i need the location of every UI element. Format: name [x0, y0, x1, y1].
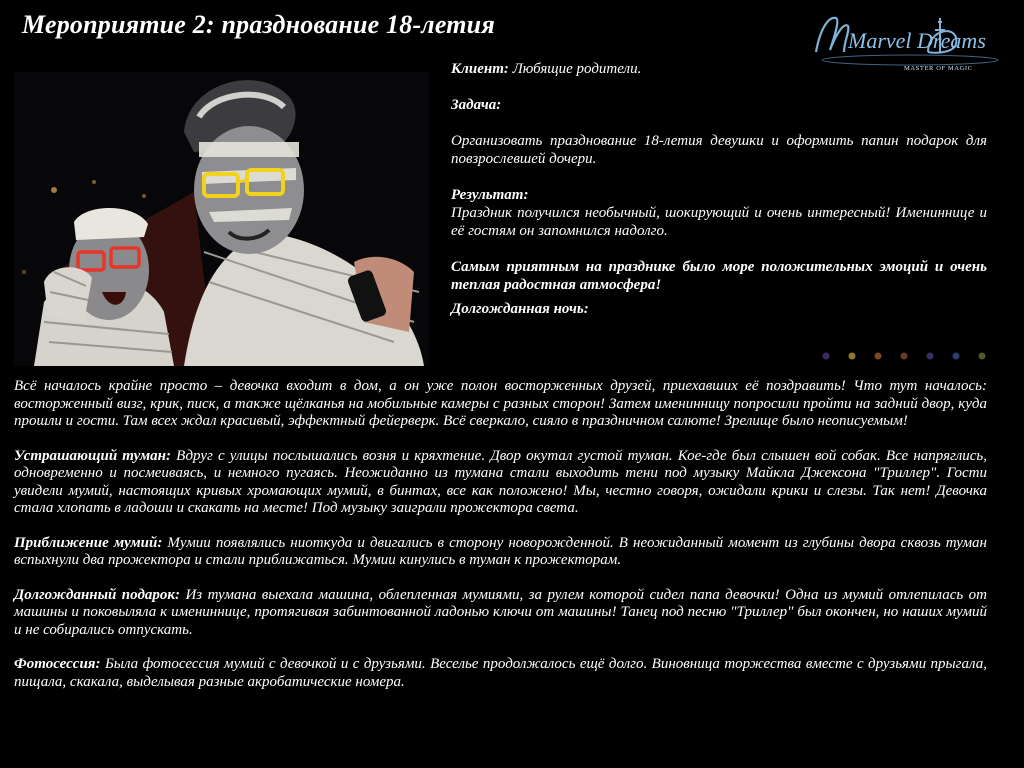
- result-label: Результат:: [451, 187, 529, 203]
- photosession-label: Фотосессия:: [14, 656, 101, 672]
- fog-label: Устрашающий туман:: [14, 447, 171, 464]
- night-label: Долгожданная ночь:: [451, 301, 589, 317]
- party-photo-mummies: [14, 72, 429, 366]
- decorative-dots: [820, 350, 990, 362]
- event-story: [14, 378, 987, 708]
- story-photo: [14, 656, 987, 691]
- client-label: Клиент:: [451, 61, 509, 77]
- event-info-panel: [451, 60, 987, 318]
- task-text: Организовать празднование 18-летия девушки и оформить папин подарок для повзрослевшей дочери.: [451, 133, 987, 167]
- approach-text: Мумии появлялись ниоткуда и двигались в сторону новорожденной. В неожиданный момент из глубины двора сквозь туман вспыхнули два прожектора и стали приближаться. Мумии кинулись в туман к прожекторам.: [14, 534, 987, 568]
- story-approach: [14, 535, 987, 570]
- decorative-dot: [901, 353, 908, 360]
- fog-text: Вдруг с улицы послышались возня и кряхтение. Двор окутал густой туман. Кое-где был слышен вой собак. Все напряглись, одновременно и посмеиваясь, и немного пугаясь. Неожиданно из тумана стали выходить тени под музыку Майкла Джексона "Триллер". Гости увидели мумий, настоящих кривых хромающих мумий, в бинтах, все как положено! Мы, честно говоря, ожидали крики и слезы. Так нет! Девочка стала хлопать в ладоши и скакать на месте! Под музыку заиграли прожектора света.: [14, 447, 987, 516]
- client-value: Любящие родители.: [512, 61, 642, 77]
- gift-label: Долгожданный подарок:: [14, 586, 180, 603]
- approach-label: Приближение мумий:: [14, 534, 163, 551]
- logo-tagline: MASTER OF MAGIC: [904, 65, 973, 70]
- decorative-dot: [849, 353, 856, 360]
- logo-brand-text: Marvel Dreams: [848, 28, 986, 53]
- highlight-text: Самым приятным на празднике было море положительных эмоций и очень теплая радостная атмосфера!: [451, 259, 987, 293]
- decorative-dot: [979, 353, 986, 360]
- decorative-dot: [875, 353, 882, 360]
- story-intro: Всё началось крайне просто – девочка входит в дом, а он уже полон восторженных друзей, приехавших её поздравить! Что тут началось: восторженный визг, крик, писк, а также щёлканья на мобильные камеры с разных сторон! Затем именинницу попросили пройти на задний двор, куда прошли и гости. Там всех ждал красивый, эффектный фейерверк. Всё сверкало, сияло в праздничном салюте! Зрелище было неописуемым!: [14, 378, 987, 429]
- client-line: [451, 60, 987, 78]
- story-gift: [14, 587, 987, 640]
- decorative-dot: [953, 353, 960, 360]
- decorative-dot: [823, 353, 830, 360]
- gift-text: Из тумана выехала машина, облепленная мумиями, за рулем которой сидел папа девочки! Одна из мумий отлепилась от машины и поковыляла к имениннице, протягивая забинтованной ладонью ключи от машины! Танец под песню "Триллер" был окончен, но наших мумий и не собирались отпускать.: [14, 586, 987, 638]
- photosession-text: Была фотосессия мумий с девочкой и с друзьями. Веселье продолжалось ещё долго. Виновница торжества вместе с друзьями прыгала, пищала, скакала, выделывая разные акробатические номера.: [14, 656, 987, 690]
- result-text: Праздник получился необычный, шокирующий и очень интересный! Имениннице и её гостям он запомнился надолго.: [451, 205, 987, 239]
- decorative-dot: [927, 353, 934, 360]
- page-title: Мероприятие 2: празднование 18-летия: [22, 10, 495, 39]
- story-fog: [14, 448, 987, 518]
- task-label: Задача:: [451, 97, 502, 113]
